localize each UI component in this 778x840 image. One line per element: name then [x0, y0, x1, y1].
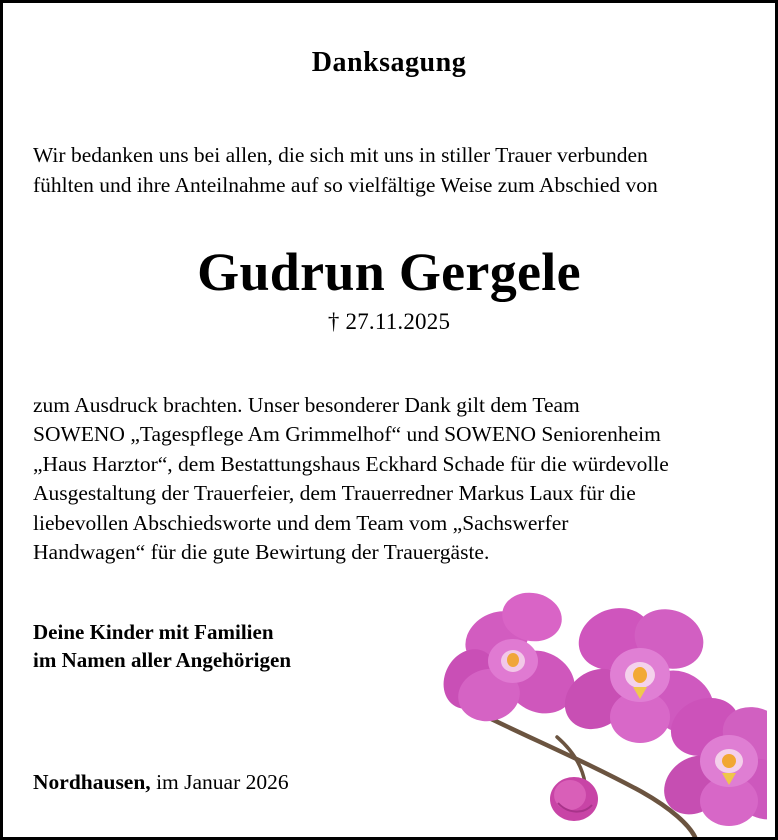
family-line-1: Deine Kinder mit Familien [33, 619, 274, 644]
deceased-name: Gudrun Gergele [197, 242, 581, 303]
death-date: † 27.11.2025 [327, 309, 451, 334]
orchid-bud [550, 777, 598, 821]
body-line-6: Handwagen“ für die gute Bewirtung der Trauergäste. [33, 540, 490, 565]
body-line-3: „Haus Harztor“, dem Bestattungshaus Eckhard Schade für die würdevolle [33, 451, 669, 476]
body-line-4: Ausgestaltung der Trauerfeier, dem Trauerredner Markus Laux für die [33, 481, 636, 506]
family-line-2: im Namen aller Angehörigen [33, 648, 292, 673]
family-signature [33, 618, 745, 675]
place-and-date [33, 770, 289, 795]
body-line-1: zum Ausdruck brachten. Unser besonderer Dank gilt dem Team [33, 393, 580, 417]
intro-line-2: fühlten und ihre Anteilnahme auf so vielfältige Weise zum Abschied von [33, 172, 658, 197]
body-line-5: liebevollen Abschiedsworte und dem Team vom „Sachswerfer [33, 510, 569, 535]
thanks-body-text [33, 391, 745, 568]
body-line-2: SOWENO „Tagespflege Am Grimmelhof“ und SOWENO Seniorenheim [33, 422, 661, 447]
date-label: im Januar 2026 [150, 770, 289, 794]
page-title: Danksagung [311, 47, 467, 78]
intro-text [33, 141, 745, 200]
intro-line-1: Wir bedanken uns bei allen, die sich mit uns in stiller Trauer verbunden [33, 143, 648, 167]
orchid-flower-3 [652, 688, 767, 832]
place-label: Nordhausen, [33, 770, 151, 794]
